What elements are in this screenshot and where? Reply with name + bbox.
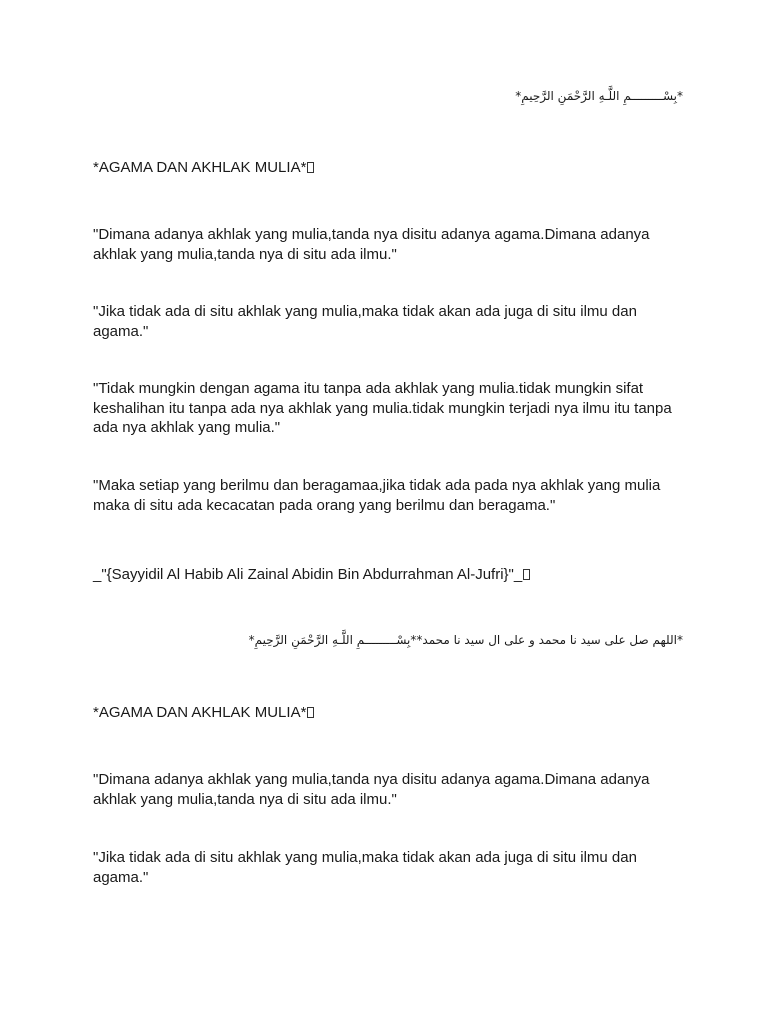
attribution-text: _"{Sayyidil Al Habib Ali Zainal Abidin Bin Abdurrahman Al-Jufri}"_ — [93, 566, 523, 583]
paragraph — [93, 225, 683, 264]
paragraph — [93, 770, 683, 809]
paragraph-text: "Jika tidak ada di situ akhlak yang mulia,maka tidak akan ada juga di situ ilmu dan agama." — [93, 849, 637, 886]
salawat-text: *اللهم صل على سيد نا محمد و على ال سيد نا محمد**بِسْـــــــــمِ اللَّـهِ الرَّحْمَنِ الرَّحِيمِ* — [248, 633, 683, 647]
missing-glyph-icon — [307, 162, 314, 173]
paragraph — [93, 476, 683, 515]
basmala-line — [93, 88, 683, 104]
heading-text: *AGAMA DAN AKHLAK MULIA* — [93, 159, 307, 176]
paragraph — [93, 379, 683, 438]
paragraph-text: "Maka setiap yang berilmu dan beragamaa,jika tidak ada pada nya akhlak yang mulia maka di situ ada kecacatan pada orang yang berilmu dan beragama." — [93, 477, 661, 514]
heading-line — [93, 703, 683, 723]
paragraph-text: "Jika tidak ada di situ akhlak yang mulia,maka tidak akan ada juga di situ ilmu dan agama." — [93, 303, 637, 340]
paragraph-text: "Tidak mungkin dengan agama itu tanpa ada akhlak yang mulia.tidak mungkin sifat keshalihan itu tanpa ada nya akhlak yang mulia.tidak mungkin terjadi nya ilmu itu tanpa ada nya akhlak yang mulia." — [93, 380, 672, 436]
paragraph — [93, 848, 683, 887]
basmala-text: *بِسْـــــــــمِ اللَّـهِ الرَّحْمَنِ الرَّحِيمِ* — [515, 89, 683, 103]
paragraph-text: "Dimana adanya akhlak yang mulia,tanda nya disitu adanya agama.Dimana adanya akhlak yang mulia,tanda nya di situ ada ilmu." — [93, 771, 650, 808]
attribution-line — [93, 565, 683, 585]
paragraph-text: "Dimana adanya akhlak yang mulia,tanda nya disitu adanya agama.Dimana adanya akhlak yang mulia,tanda nya di situ ada ilmu." — [93, 226, 650, 263]
heading-line — [93, 158, 683, 178]
paragraph — [93, 302, 683, 341]
missing-glyph-icon — [307, 707, 314, 718]
salawat-line — [93, 632, 683, 648]
heading-text: *AGAMA DAN AKHLAK MULIA* — [93, 704, 307, 721]
missing-glyph-icon — [523, 569, 530, 580]
